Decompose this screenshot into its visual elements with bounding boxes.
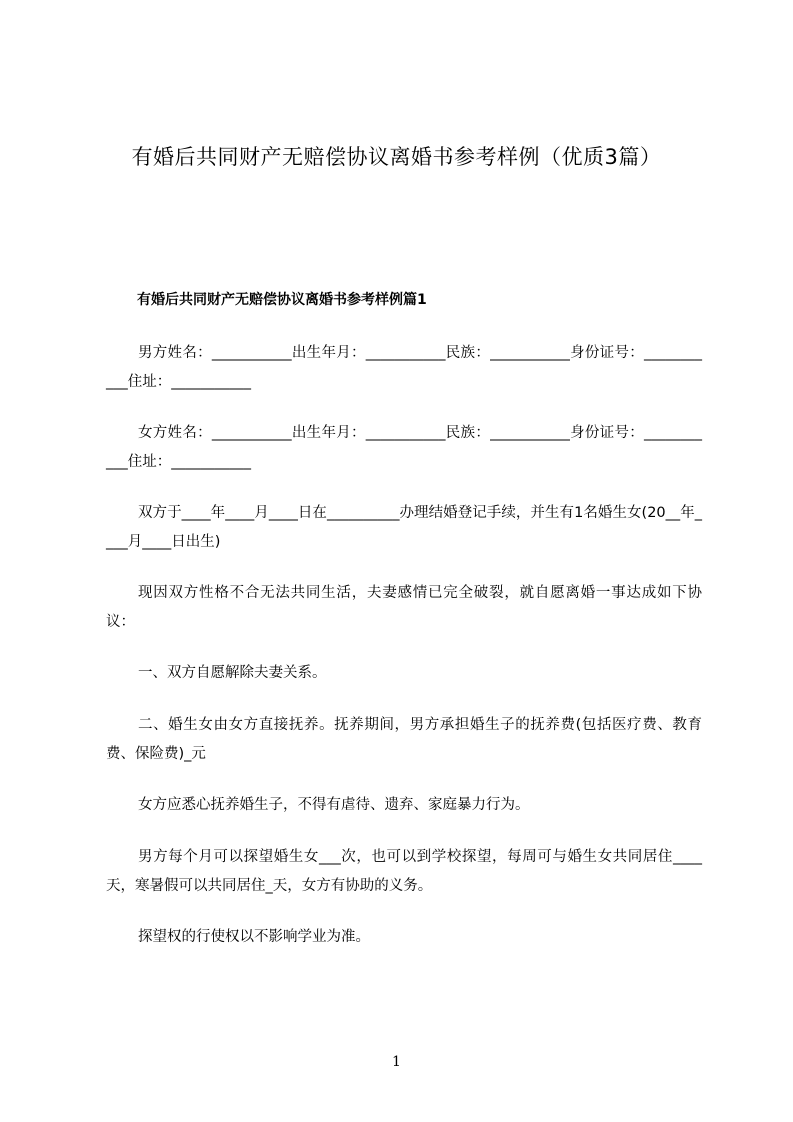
paragraph-marriage-registration: 双方于____年____月____日在__________办理结婚登记手续，并生有1名婚生女(20__年____月____日出生) bbox=[106, 505, 702, 550]
page-number: 1 bbox=[392, 1054, 401, 1070]
paragraph-visitation-limit: 探望权的行使权以不影响学业为准。 bbox=[138, 929, 370, 945]
paragraph-custody-duty: 女方应悉心抚养婚生子，不得有虐待、遗弃、家庭暴力行为。 bbox=[138, 797, 530, 813]
section-heading: 有婚后共同财产无赔偿协议离婚书参考样例篇1 bbox=[137, 292, 427, 308]
paragraph-clause-1: 一、双方自愿解除夫妻关系。 bbox=[138, 665, 327, 681]
paragraph-male-info: 男方姓名：___________出生年月：___________民族：___________身份证号：___________住址：___________ bbox=[106, 345, 702, 390]
paragraph-clause-2: 二、婚生女由女方直接抚养。抚养期间，男方承担婚生子的抚养费(包括医疗费、教育费、保险费)_元 bbox=[106, 717, 702, 762]
document-title: 有婚后共同财产无赔偿协议离婚书参考样例（优质3篇） bbox=[131, 145, 662, 169]
paragraph-female-info: 女方姓名：___________出生年月：___________民族：___________身份证号：___________住址：___________ bbox=[106, 425, 702, 470]
paragraph-visitation: 男方每个月可以探望婚生女___次，也可以到学校探望，每周可与婚生女共同居住____天，寒暑假可以共同居住_天，女方有协助的义务。 bbox=[106, 849, 702, 894]
paragraph-reason: 现因双方性格不合无法共同生活，夫妻感情已完全破裂，就自愿离婚一事达成如下协议： bbox=[106, 585, 702, 630]
